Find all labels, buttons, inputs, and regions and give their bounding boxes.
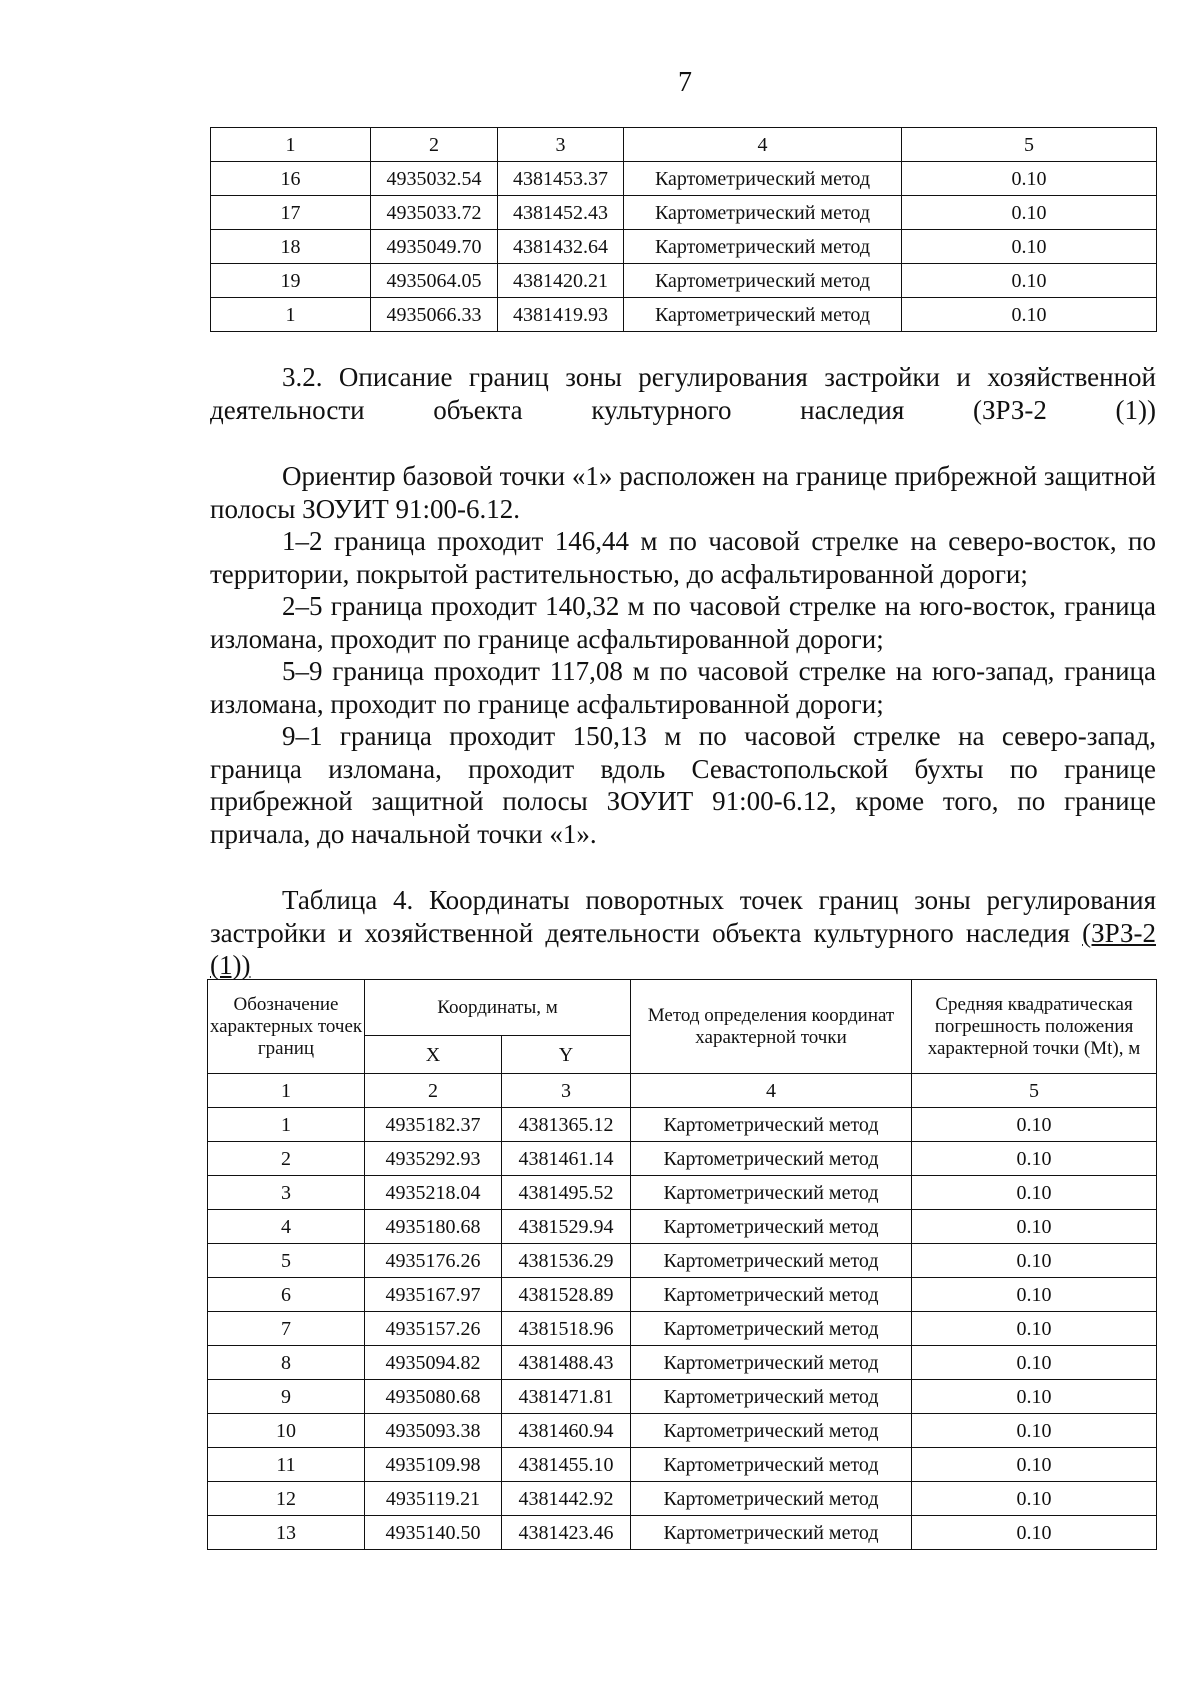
column-number: 1	[211, 128, 371, 162]
point-number-cell: 11	[208, 1448, 365, 1482]
point-number-cell: 10	[208, 1414, 365, 1448]
column-number: 4	[624, 128, 902, 162]
point-number-cell: 5	[208, 1244, 365, 1278]
coordinates-table-4	[207, 979, 1157, 1550]
column-number-row	[208, 1074, 1157, 1108]
point-number-cell: 3	[208, 1176, 365, 1210]
method-cell: Картометрический метод	[631, 1482, 912, 1516]
error-cell: 0.10	[912, 1448, 1157, 1482]
point-number-cell: 4	[208, 1210, 365, 1244]
coordinates-table-continued	[210, 127, 1157, 332]
x-coordinate-cell: 4935033.72	[371, 196, 498, 230]
y-coordinate-cell: 4381455.10	[502, 1448, 631, 1482]
coordinates-header: Координаты, м	[365, 980, 631, 1036]
method-cell: Картометрический метод	[631, 1312, 912, 1346]
table-header-row	[211, 128, 1157, 162]
table-row	[211, 196, 1157, 230]
method-cell: Картометрический метод	[631, 1244, 912, 1278]
table-row	[211, 264, 1157, 298]
column-number: 4	[631, 1074, 912, 1108]
column-number: 5	[902, 128, 1157, 162]
y-header: Y	[502, 1036, 631, 1074]
point-number-cell: 13	[208, 1516, 365, 1550]
section-heading	[210, 361, 1156, 426]
table-row	[208, 1516, 1157, 1550]
y-coordinate-cell: 4381488.43	[502, 1346, 631, 1380]
table-header-row	[208, 980, 1157, 1036]
x-coordinate-cell: 4935093.38	[365, 1414, 502, 1448]
table-row	[208, 1210, 1157, 1244]
table-row	[208, 1278, 1157, 1312]
table-caption-zone-code: (ЗРЗ-2 (1))	[210, 917, 1156, 980]
column-number: 1	[208, 1074, 365, 1108]
method-cell: Картометрический метод	[624, 162, 902, 196]
y-coordinate-cell: 4381420.21	[498, 264, 624, 298]
x-coordinate-cell: 4935182.37	[365, 1108, 502, 1142]
x-coordinate-cell: 4935094.82	[365, 1346, 502, 1380]
table-row	[208, 1482, 1157, 1516]
table-caption-text	[210, 884, 1156, 982]
description-paragraph: 1–2 граница проходит 146,44 м по часовой стрелке на северо-восток, по территории, покрытой растительностью, до асфальтированной дороги;	[210, 526, 1156, 589]
error-cell: 0.10	[912, 1142, 1157, 1176]
method-cell: Картометрический метод	[631, 1448, 912, 1482]
table-row	[208, 1142, 1157, 1176]
x-coordinate-cell: 4935167.97	[365, 1278, 502, 1312]
method-cell: Картометрический метод	[631, 1380, 912, 1414]
point-number-cell: 9	[208, 1380, 365, 1414]
error-cell: 0.10	[912, 1278, 1157, 1312]
x-coordinate-cell: 4935119.21	[365, 1482, 502, 1516]
table-row	[208, 1244, 1157, 1278]
x-coordinate-cell: 4935049.70	[371, 230, 498, 264]
error-cell: 0.10	[912, 1482, 1157, 1516]
x-coordinate-cell: 4935292.93	[365, 1142, 502, 1176]
page-number: 7	[678, 67, 692, 98]
y-coordinate-cell: 4381419.93	[498, 298, 624, 332]
method-cell: Картометрический метод	[631, 1414, 912, 1448]
point-number-cell: 16	[211, 162, 371, 196]
error-cell: 0.10	[912, 1244, 1157, 1278]
x-coordinate-cell: 4935140.50	[365, 1516, 502, 1550]
table-caption	[210, 884, 1156, 982]
error-cell: 0.10	[912, 1516, 1157, 1550]
table-row	[208, 1414, 1157, 1448]
table-row	[211, 298, 1157, 332]
error-cell: 0.10	[902, 162, 1157, 196]
x-header: X	[365, 1036, 502, 1074]
point-number-cell: 7	[208, 1312, 365, 1346]
error-cell: 0.10	[912, 1108, 1157, 1142]
error-cell: 0.10	[912, 1210, 1157, 1244]
x-coordinate-cell: 4935066.33	[371, 298, 498, 332]
table-row	[211, 230, 1157, 264]
description-paragraph: 2–5 граница проходит 140,32 м по часовой стрелке на юго-восток, граница изломана, проходит по границе асфальтированной дороги;	[210, 591, 1156, 654]
y-coordinate-cell: 4381423.46	[502, 1516, 631, 1550]
y-coordinate-cell: 4381432.64	[498, 230, 624, 264]
point-number-cell: 1	[208, 1108, 365, 1142]
y-coordinate-cell: 4381442.92	[502, 1482, 631, 1516]
method-cell: Картометрический метод	[624, 264, 902, 298]
table-caption-main: Таблица 4. Координаты поворотных точек границ зоны регулирования застройки и хозяйственной деятельности объекта культурного наследия	[210, 885, 1156, 948]
error-cell: 0.10	[912, 1380, 1157, 1414]
error-cell: 0.10	[912, 1414, 1157, 1448]
y-coordinate-cell: 4381453.37	[498, 162, 624, 196]
table-row	[208, 1448, 1157, 1482]
x-coordinate-cell: 4935180.68	[365, 1210, 502, 1244]
description-paragraph: 9–1 граница проходит 150,13 м по часовой стрелке на северо-запад, граница изломана, проходит вдоль Севастопольской бухты по границе прибрежной защитной полосы ЗОУИТ 91:00-6.12, кроме того, по границе причала, до начальной точки «1».	[210, 721, 1156, 849]
table-row	[211, 162, 1157, 196]
column-number: 3	[502, 1074, 631, 1108]
error-cell: 0.10	[912, 1312, 1157, 1346]
method-cell: Картометрический метод	[631, 1346, 912, 1380]
point-number-cell: 2	[208, 1142, 365, 1176]
y-coordinate-cell: 4381536.29	[502, 1244, 631, 1278]
error-cell: 0.10	[912, 1346, 1157, 1380]
method-cell: Картометрический метод	[624, 298, 902, 332]
method-cell: Картометрический метод	[624, 196, 902, 230]
description-paragraph: Ориентир базовой точки «1» расположен на границе прибрежной защитной полосы ЗОУИТ 91:00-6.12.	[210, 461, 1156, 524]
column-number: 2	[365, 1074, 502, 1108]
y-coordinate-cell: 4381365.12	[502, 1108, 631, 1142]
x-coordinate-cell: 4935218.04	[365, 1176, 502, 1210]
designation-header: Обозначение характерных точек границ	[208, 980, 365, 1074]
table-row	[208, 1380, 1157, 1414]
section-heading-text: 3.2. Описание границ зоны регулирования застройки и хозяйственной деятельности объекта культурного наследия (ЗРЗ-2 (1))	[210, 362, 1156, 425]
error-cell: 0.10	[902, 230, 1157, 264]
y-coordinate-cell: 4381471.81	[502, 1380, 631, 1414]
x-coordinate-cell: 4935176.26	[365, 1244, 502, 1278]
x-coordinate-cell: 4935157.26	[365, 1312, 502, 1346]
x-coordinate-cell: 4935080.68	[365, 1380, 502, 1414]
x-coordinate-cell: 4935032.54	[371, 162, 498, 196]
method-cell: Картометрический метод	[631, 1278, 912, 1312]
table-row	[208, 1346, 1157, 1380]
error-cell: 0.10	[902, 196, 1157, 230]
y-coordinate-cell: 4381461.14	[502, 1142, 631, 1176]
method-cell: Картометрический метод	[631, 1108, 912, 1142]
x-coordinate-cell: 4935064.05	[371, 264, 498, 298]
table-row	[208, 1108, 1157, 1142]
method-cell: Картометрический метод	[631, 1176, 912, 1210]
y-coordinate-cell: 4381528.89	[502, 1278, 631, 1312]
point-number-cell: 8	[208, 1346, 365, 1380]
column-number: 2	[371, 128, 498, 162]
y-coordinate-cell: 4381529.94	[502, 1210, 631, 1244]
y-coordinate-cell: 4381460.94	[502, 1414, 631, 1448]
method-header: Метод определения координат характерной точки	[631, 980, 912, 1074]
table-row	[208, 1312, 1157, 1346]
table-row	[208, 1176, 1157, 1210]
error-cell: 0.10	[912, 1176, 1157, 1210]
point-number-cell: 17	[211, 196, 371, 230]
point-number-cell: 6	[208, 1278, 365, 1312]
x-coordinate-cell: 4935109.98	[365, 1448, 502, 1482]
y-coordinate-cell: 4381518.96	[502, 1312, 631, 1346]
point-number-cell: 12	[208, 1482, 365, 1516]
error-header: Средняя квадратическая погрешность положения характерной точки (Mt), м	[912, 980, 1157, 1074]
description-paragraph: 5–9 граница проходит 117,08 м по часовой стрелке на юго-запад, граница изломана, проходит по границе асфальтированной дороги;	[210, 656, 1156, 719]
point-number-cell: 19	[211, 264, 371, 298]
method-cell: Картометрический метод	[624, 230, 902, 264]
point-number-cell: 1	[211, 298, 371, 332]
method-cell: Картометрический метод	[631, 1210, 912, 1244]
point-number-cell: 18	[211, 230, 371, 264]
column-number: 5	[912, 1074, 1157, 1108]
boundary-description	[210, 460, 1156, 850]
y-coordinate-cell: 4381495.52	[502, 1176, 631, 1210]
method-cell: Картометрический метод	[631, 1516, 912, 1550]
error-cell: 0.10	[902, 298, 1157, 332]
method-cell: Картометрический метод	[631, 1142, 912, 1176]
error-cell: 0.10	[902, 264, 1157, 298]
column-number: 3	[498, 128, 624, 162]
y-coordinate-cell: 4381452.43	[498, 196, 624, 230]
